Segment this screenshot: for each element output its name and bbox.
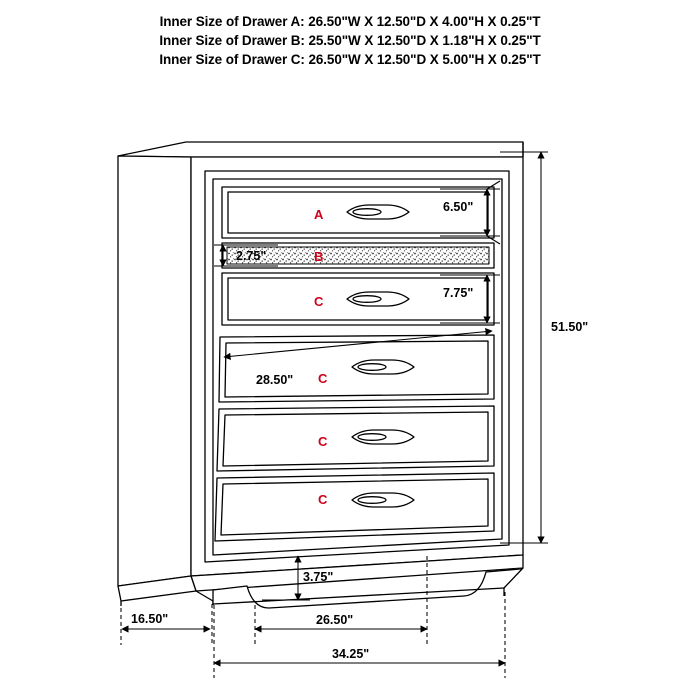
dimension-drawer-b-height: 2.75": [236, 249, 267, 263]
dimension-depth: 16.50": [131, 612, 169, 626]
dimension-total-width: 34.25": [332, 647, 370, 661]
spec-line-drawer-c: Inner Size of Drawer C: 26.50"W X 12.50"D X 5.00"H X 0.25"T: [159, 52, 541, 67]
dimension-total-height: 51.50": [551, 320, 589, 334]
drawer-letter-c3: C: [318, 434, 328, 449]
dimension-drawer-inner-width: 28.50": [256, 373, 294, 387]
drawer-letter-c2: C: [318, 371, 328, 386]
dimension-drawer-c-height: 7.75": [443, 286, 474, 300]
drawer-letter-c4: C: [318, 492, 328, 507]
drawer-letter-b: B: [314, 249, 324, 264]
dimension-drawer-a-height: 6.50": [443, 200, 474, 214]
dimension-front-panel-width: 26.50": [316, 613, 354, 627]
dimension-leg-height: 3.75": [303, 570, 334, 584]
drawer-letter-c1: C: [314, 294, 324, 309]
drawer-letter-a: A: [314, 207, 324, 222]
spec-line-drawer-b: Inner Size of Drawer B: 25.50"W X 12.50"D X 1.18"H X 0.25"T: [159, 33, 541, 48]
spec-line-drawer-a: Inner Size of Drawer A: 26.50"W X 12.50"D X 4.00"H X 0.25"T: [159, 14, 541, 29]
